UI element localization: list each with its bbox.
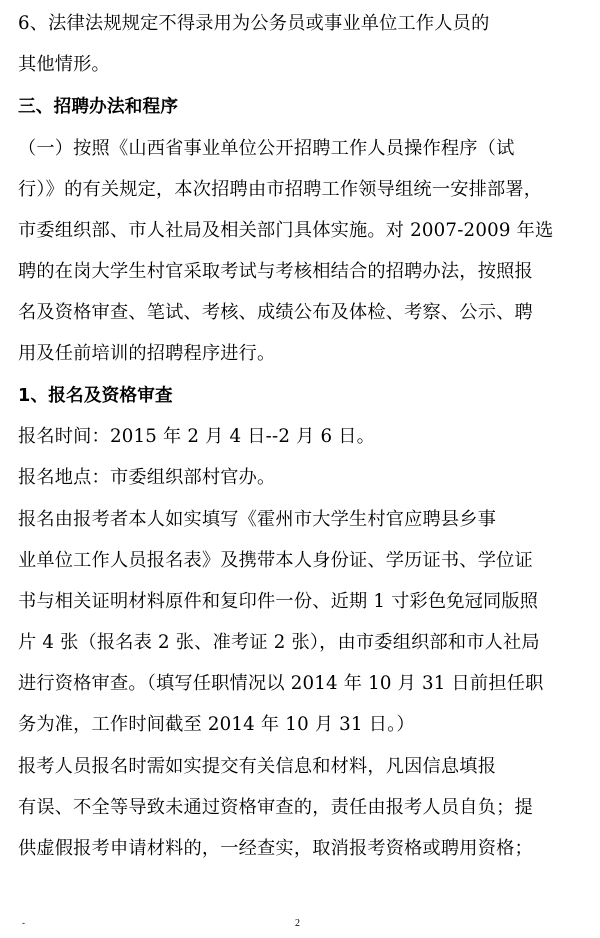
text-line: 报名由报考者本人如实填写《霍州市大学生村官应聘县乡事 bbox=[18, 509, 497, 530]
footer-mark: - bbox=[22, 919, 26, 929]
text-line: 6、法律法规规定不得录用为公务员或事业单位工作人员的 bbox=[18, 13, 490, 34]
text-line: 供虚假报考申请材料的，一经查实，取消报考资格或聘用资格； bbox=[18, 838, 533, 859]
text-line: 行）》的有关规定，本次招聘由市招聘工作领导组统一安排部署， bbox=[18, 179, 543, 200]
text-line: （一）按照《山西省事业单位公开招聘工作人员操作程序（试 bbox=[18, 138, 515, 159]
text-line: 报名时间：2015 年 2 月 4 日--2 月 6 日。 bbox=[18, 426, 375, 447]
text-line: 务为准，工作时间截至 2014 年 10 月 31 日。） bbox=[18, 714, 415, 735]
text-line: 书与相关证明材料原件和复印件一份、近期 1 寸彩色免冠同版照 bbox=[18, 591, 539, 612]
text-line: 进行资格审查。（填写任职情况以 2014 年 10 月 31 日前担任职 bbox=[18, 673, 544, 694]
text-line: 业单位工作人员报名表》及携带本人身份证、学历证书、学位证 bbox=[18, 550, 533, 571]
text-line: 报考人员报名时需如实提交有关信息和材料，凡因信息填报 bbox=[18, 756, 497, 777]
subsection-heading: 1、报名及资格审查 bbox=[18, 386, 173, 406]
text-line: 有误、不全等导致未通过资格审查的，责任由报考人员自负；提 bbox=[18, 797, 533, 818]
text-line: 名及资格审查、笔试、考核、成绩公布及体检、考察、公示、聘 bbox=[18, 302, 533, 323]
text-line: 市委组织部、市人社局及相关部门具体实施。对 2007-2009 年选 bbox=[18, 220, 554, 241]
text-line: 片 4 张（报名表 2 张、准考证 2 张），由市委组织部和市人社局 bbox=[18, 632, 540, 653]
text-line: 报名地点：市委组织部村官办。 bbox=[18, 467, 276, 488]
text-line: 聘的在岗大学生村官采取考试与考核相结合的招聘办法，按照报 bbox=[18, 261, 533, 282]
text-line: 其他情形。 bbox=[18, 54, 110, 75]
section-heading: 三、招聘办法和程序 bbox=[18, 97, 179, 117]
text-line: 用及任前培训的招聘程序进行。 bbox=[18, 343, 276, 364]
page-number: 2 bbox=[295, 918, 300, 929]
